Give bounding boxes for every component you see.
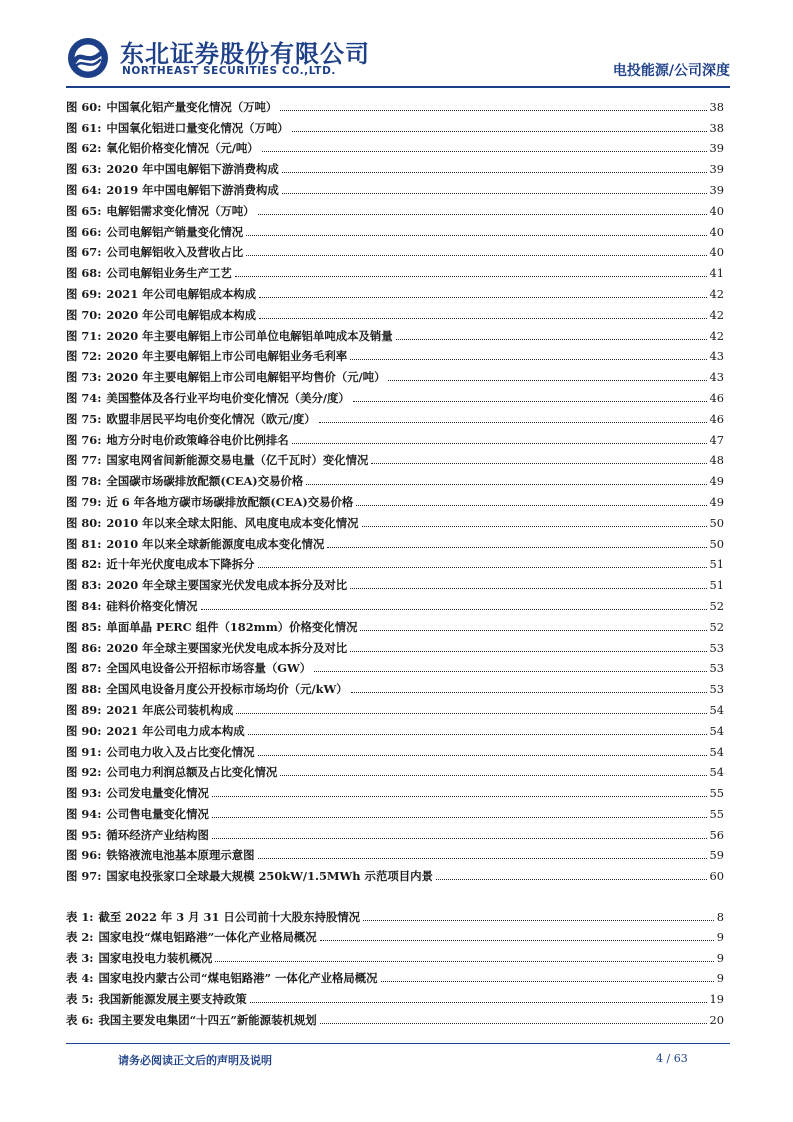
- dot-leader: [258, 567, 707, 568]
- toc-table-entry[interactable]: [66, 925, 724, 946]
- toc-entry-page: 40: [709, 224, 724, 239]
- toc-entry-title: 国家电网省间新能源交易电量（亿千瓦时）变化情况: [106, 453, 369, 468]
- toc-entry-label: 图 67:: [66, 245, 102, 260]
- page-number: 4 / 63: [656, 1052, 688, 1065]
- toc-entry-page: 42: [709, 286, 724, 301]
- toc-figure-entry[interactable]: [66, 552, 724, 573]
- toc-entry-page: 9: [716, 950, 724, 965]
- toc-figure-entry[interactable]: [66, 760, 724, 781]
- dot-leader: [320, 940, 714, 941]
- dot-leader: [356, 505, 706, 506]
- toc-entry-page: 42: [709, 307, 724, 322]
- toc-figure-entry[interactable]: [66, 822, 724, 843]
- dot-leader: [292, 131, 707, 132]
- toc-entry-label: 图 62:: [66, 141, 102, 156]
- toc-entry-title: 近十年光伏度电成本下降拆分: [106, 557, 255, 572]
- dot-leader: [262, 151, 707, 152]
- toc-entry-page: 20: [709, 1012, 724, 1027]
- toc-entry-page: 50: [709, 515, 724, 530]
- toc-entry-page: 8: [716, 909, 724, 924]
- toc-figure-entry[interactable]: [66, 531, 724, 552]
- toc-entry-page: 60: [709, 869, 724, 884]
- toc-entry-page: 54: [709, 723, 724, 738]
- toc-figure-entry[interactable]: [66, 281, 724, 302]
- dot-leader: [235, 276, 707, 277]
- toc-entry-page: 53: [709, 661, 724, 676]
- toc-entry-title: 公司电解铝收入及营收占比: [106, 245, 244, 260]
- toc-entry-page: 38: [709, 120, 724, 135]
- toc-entry-page: 59: [709, 848, 724, 863]
- toc-figure-entry[interactable]: [66, 718, 724, 739]
- dot-leader: [350, 359, 706, 360]
- toc-entry-title: 硅料价格变化情况: [106, 598, 198, 613]
- dot-leader: [212, 817, 707, 818]
- toc-entry-page: 41: [709, 266, 724, 281]
- toc-entry-title: 全国风电设备公开招标市场容量（GW）: [106, 661, 312, 676]
- toc-figure-entry[interactable]: [66, 448, 724, 469]
- dot-leader: [320, 1023, 707, 1024]
- toc-figure-entry[interactable]: [66, 614, 724, 635]
- toc-figure-entry[interactable]: [66, 780, 724, 801]
- dot-leader: [280, 110, 706, 111]
- toc-entry-label: 图 77:: [66, 453, 102, 468]
- toc-figure-entry[interactable]: [66, 198, 724, 219]
- toc-entry-page: 19: [709, 991, 724, 1006]
- toc-entry-label: 图 87:: [66, 661, 102, 676]
- toc-figure-entry[interactable]: [66, 115, 724, 136]
- toc-entry-page: 54: [709, 765, 724, 780]
- toc-figure-entry[interactable]: [66, 656, 724, 677]
- toc-entry-label: 图 70:: [66, 307, 102, 322]
- toc-entry-label: 图 76:: [66, 432, 102, 447]
- dot-leader: [350, 651, 706, 652]
- toc-entry-title: 国家电投“煤电铝路港”一体化产业格局概况: [98, 930, 317, 945]
- toc-entry-label: 图 65:: [66, 203, 102, 218]
- toc-entry-label: 图 93:: [66, 786, 102, 801]
- toc-entry-page: 9: [716, 930, 724, 945]
- toc-entry-label: 图 75:: [66, 411, 102, 426]
- dot-leader: [212, 796, 707, 797]
- toc-entry-label: 图 69:: [66, 286, 102, 301]
- toc-figure-entry[interactable]: [66, 406, 724, 427]
- toc-entry-label: 图 95:: [66, 827, 102, 842]
- toc-figure-entry[interactable]: [66, 323, 724, 344]
- dot-leader: [436, 879, 707, 880]
- toc-entry-label: 图 86:: [66, 640, 102, 655]
- dot-leader: [246, 255, 706, 256]
- toc-entry-title: 循环经济产业结构图: [106, 827, 209, 842]
- toc-figure-entry[interactable]: [66, 489, 724, 510]
- table-list: [66, 904, 724, 1028]
- toc-entry-title: 国家电投电力装机概况: [98, 950, 213, 965]
- toc-entry-label: 图 80:: [66, 515, 102, 530]
- toc-entry-title: 全国碳市场碳排放配额(CEA)交易价格: [106, 474, 304, 489]
- toc-entry-title: 2019 年中国电解铝下游消费构成: [106, 182, 279, 197]
- toc-figure-entry[interactable]: [66, 510, 724, 531]
- toc-entry-page: 56: [709, 827, 724, 842]
- toc-figure-entry[interactable]: [66, 635, 724, 656]
- toc-entry-title: 电解铝需求变化情况（万吨）: [106, 203, 255, 218]
- dot-leader: [360, 630, 706, 631]
- toc-entry-label: 图 90:: [66, 723, 102, 738]
- toc-entry-page: 46: [709, 390, 724, 405]
- toc-entry-title: 全国风电设备月度公开投标市场均价（元/kW）: [106, 682, 348, 697]
- toc-entry-label: 图 81:: [66, 536, 102, 551]
- dot-leader: [236, 713, 706, 714]
- toc-entry-title: 2020 年主要电解铝上市公司单位电解铝单吨成本及销量: [106, 328, 393, 343]
- dot-leader: [282, 172, 707, 173]
- toc-entry-page: 52: [709, 619, 724, 634]
- toc-figure-entry[interactable]: [66, 801, 724, 822]
- toc-entry-title: 2021 年公司电解铝成本构成: [106, 286, 256, 301]
- toc-entry-title: 2020 年公司电解铝成本构成: [106, 307, 256, 322]
- toc-table-entry[interactable]: [66, 904, 724, 925]
- dot-leader: [212, 838, 707, 839]
- toc-entry-page: 48: [709, 453, 724, 468]
- toc-entry-page: 54: [709, 744, 724, 759]
- toc-entry-page: 49: [709, 474, 724, 489]
- toc-entry-page: 55: [709, 786, 724, 801]
- toc-entry-label: 图 60:: [66, 99, 102, 114]
- dot-leader: [215, 961, 713, 962]
- toc-figure-entry[interactable]: [66, 468, 724, 489]
- toc-entry-page: 9: [716, 971, 724, 986]
- toc-entry-title: 欧盟非居民平均电价变化情况（欧元/度）: [106, 411, 316, 426]
- toc-entry-title: 中国氧化铝产量变化情况（万吨）: [106, 99, 278, 114]
- toc-entry-page: 51: [709, 578, 724, 593]
- toc-entry-title: 2020 年主要电解铝上市公司电解铝平均售价（元/吨）: [106, 370, 386, 385]
- toc-entry-label: 图 83:: [66, 578, 102, 593]
- dot-leader: [327, 547, 706, 548]
- toc-entry-label: 图 74:: [66, 390, 102, 405]
- toc-entry-label: 图 64:: [66, 182, 102, 197]
- toc-figure-entry[interactable]: [66, 385, 724, 406]
- toc-entry-label: 图 68:: [66, 266, 102, 281]
- toc-entry-page: 49: [709, 494, 724, 509]
- toc-entry-page: 39: [709, 141, 724, 156]
- toc-entry-title: 近 6 年各地方碳市场碳排放配额(CEA)交易价格: [106, 494, 354, 509]
- toc-entry-title: 2021 年底公司装机构成: [106, 702, 234, 717]
- report-type: 电投能源/公司深度: [612, 63, 730, 79]
- toc-figure-entry[interactable]: [66, 572, 724, 593]
- dot-leader: [292, 443, 707, 444]
- toc-figure-entry[interactable]: [66, 427, 724, 448]
- toc-entry-label: 图 63:: [66, 162, 102, 177]
- dot-leader: [248, 734, 707, 735]
- dot-leader: [259, 318, 707, 319]
- toc-entry-page: 38: [709, 99, 724, 114]
- toc-entry-title: 国家电投张家口全球最大规模 250kW/1.5MWh 示范项目内景: [106, 869, 433, 884]
- toc-entry-title: 我国新能源发展主要支持政策: [98, 991, 247, 1006]
- toc-entry-page: 53: [709, 682, 724, 697]
- toc-entry-label: 图 97:: [66, 869, 102, 884]
- dot-leader: [246, 235, 706, 236]
- toc-entry-title: 公司电解铝业务生产工艺: [106, 266, 232, 281]
- toc-entry-title: 我国主要发电集团“十四五”新能源装机规划: [98, 1012, 317, 1027]
- toc-entry-label: 表 3:: [66, 950, 94, 965]
- toc-entry-title: 公司电力收入及占比变化情况: [106, 744, 255, 759]
- toc-figure-entry[interactable]: [66, 156, 724, 177]
- toc-entry-page: 47: [709, 432, 724, 447]
- toc-entry-label: 图 88:: [66, 682, 102, 697]
- toc-entry-title: 截至 2022 年 3 月 31 日公司前十大股东持股情况: [98, 909, 361, 924]
- dot-leader: [314, 671, 706, 672]
- toc-entry-title: 氧化铝价格变化情况（元/吨）: [106, 141, 259, 156]
- dot-leader: [353, 401, 707, 402]
- toc-entry-title: 铁铬液流电池基本原理示意图: [106, 848, 255, 863]
- toc-entry-label: 图 85:: [66, 619, 102, 634]
- toc-figure-entry[interactable]: [66, 364, 724, 385]
- toc-entry-page: 39: [709, 182, 724, 197]
- toc-entry-label: 表 1:: [66, 909, 94, 924]
- toc-figure-entry[interactable]: [66, 177, 724, 198]
- toc-entry-label: 图 96:: [66, 848, 102, 863]
- toc-entry-label: 图 94:: [66, 806, 102, 821]
- toc-entry-title: 公司售电量变化情况: [106, 806, 209, 821]
- toc-entry-title: 2020 年中国电解铝下游消费构成: [106, 162, 279, 177]
- toc-figure-entry[interactable]: [66, 302, 724, 323]
- toc-figure-entry[interactable]: [66, 260, 724, 281]
- dot-leader: [201, 609, 707, 610]
- dot-leader: [388, 380, 706, 381]
- dot-leader: [381, 981, 714, 982]
- dot-leader: [258, 214, 707, 215]
- toc-entry-label: 图 84:: [66, 598, 102, 613]
- toc-entry-title: 2020 年全球主要国家光伏发电成本拆分及对比: [106, 640, 348, 655]
- toc-entry-label: 图 73:: [66, 370, 102, 385]
- toc-entry-title: 国家电投内蒙古公司“煤电铝路港” 一体化产业格局概况: [98, 971, 378, 986]
- toc-entry-title: 公司发电量变化情况: [106, 786, 209, 801]
- toc-figure-entry[interactable]: [66, 739, 724, 760]
- dot-leader: [258, 755, 707, 756]
- toc-entry-page: 50: [709, 536, 724, 551]
- toc-entry-title: 2021 年公司电力成本构成: [106, 723, 245, 738]
- toc-figure-entry[interactable]: [66, 676, 724, 697]
- toc-entry-title: 地方分时电价政策峰谷电价比例排名: [106, 432, 289, 447]
- figure-list: [66, 94, 724, 884]
- toc-entry-label: 表 2:: [66, 930, 94, 945]
- footer-divider: [66, 1043, 730, 1044]
- company-logo-icon: [66, 36, 110, 80]
- toc-entry-page: 43: [709, 370, 724, 385]
- toc-entry-label: 图 71:: [66, 328, 102, 343]
- toc-figure-entry[interactable]: [66, 843, 724, 864]
- toc-entry-title: 2010 年以来全球新能源度电成本变化情况: [106, 536, 325, 551]
- toc-table-entry[interactable]: [66, 966, 724, 987]
- toc-entry-page: 54: [709, 702, 724, 717]
- toc-figure-entry[interactable]: [66, 240, 724, 261]
- header-divider: [66, 86, 730, 88]
- dot-leader: [371, 463, 706, 464]
- toc-entry-label: 表 4:: [66, 971, 94, 986]
- dot-leader: [280, 775, 706, 776]
- toc-figure-entry[interactable]: [66, 593, 724, 614]
- toc-entry-label: 图 79:: [66, 494, 102, 509]
- footer-disclaimer: 请务必阅读正文后的声明及说明: [118, 1054, 272, 1067]
- toc-entry-label: 图 91:: [66, 744, 102, 759]
- toc-entry-page: 39: [709, 162, 724, 177]
- toc-entry-page: 53: [709, 640, 724, 655]
- dot-leader: [350, 588, 706, 589]
- toc-entry-page: 52: [709, 598, 724, 613]
- company-name-en: NORTHEAST SECURITIES CO.,LTD.: [122, 65, 336, 77]
- toc-figure-entry[interactable]: [66, 219, 724, 240]
- toc-figure-entry[interactable]: [66, 697, 724, 718]
- dot-leader: [319, 422, 707, 423]
- toc-entry-label: 表 6:: [66, 1012, 94, 1027]
- toc-entry-title: 2020 年全球主要国家光伏发电成本拆分及对比: [106, 578, 348, 593]
- dot-leader: [351, 692, 707, 693]
- toc-entry-title: 中国氧化铝进口量变化情况（万吨）: [106, 120, 289, 135]
- toc-entry-title: 单面单晶 PERC 组件（182mm）价格变化情况: [106, 619, 358, 634]
- toc-entry-label: 图 72:: [66, 349, 102, 364]
- toc-entry-label: 图 92:: [66, 765, 102, 780]
- toc-table-entry[interactable]: [66, 986, 724, 1007]
- toc-entry-title: 2010 年以来全球太阳能、风电度电成本变化情况: [106, 515, 359, 530]
- toc-entry-page: 51: [709, 557, 724, 572]
- toc-entry-page: 43: [709, 349, 724, 364]
- page-header: [66, 30, 730, 86]
- toc-entry-label: 图 78:: [66, 474, 102, 489]
- toc-entry-page: 40: [709, 203, 724, 218]
- toc-entry-page: 55: [709, 806, 724, 821]
- toc-table-entry[interactable]: [66, 945, 724, 966]
- toc-entry-page: 42: [709, 328, 724, 343]
- dot-leader: [259, 297, 707, 298]
- toc-entry-title: 公司电解铝产销量变化情况: [106, 224, 244, 239]
- toc-figure-entry[interactable]: [66, 863, 724, 884]
- toc-entry-label: 表 5:: [66, 991, 94, 1006]
- toc-entry-title: 2020 年主要电解铝上市公司电解铝业务毛利率: [106, 349, 348, 364]
- toc-entry-title: 美国整体及各行业平均电价变化情况（美分/度）: [106, 390, 350, 405]
- company-name-cn: 东北证券股份有限公司: [120, 40, 370, 68]
- dot-leader: [282, 193, 707, 194]
- toc-entry-page: 40: [709, 245, 724, 260]
- dot-leader: [250, 1002, 707, 1003]
- toc-entry-label: 图 61:: [66, 120, 102, 135]
- dot-leader: [396, 339, 707, 340]
- toc-entry-title: 公司电力利润总额及占比变化情况: [106, 765, 278, 780]
- dot-leader: [306, 484, 706, 485]
- dot-leader: [363, 920, 714, 921]
- toc-entry-page: 46: [709, 411, 724, 426]
- toc-entry-label: 图 82:: [66, 557, 102, 572]
- toc-figure-entry[interactable]: [66, 136, 724, 157]
- dot-leader: [362, 526, 707, 527]
- dot-leader: [258, 858, 707, 859]
- toc-entry-label: 图 66:: [66, 224, 102, 239]
- toc-figure-entry[interactable]: [66, 94, 724, 115]
- toc-entry-label: 图 89:: [66, 702, 102, 717]
- toc-table-entry[interactable]: [66, 1007, 724, 1028]
- toc-figure-entry[interactable]: [66, 344, 724, 365]
